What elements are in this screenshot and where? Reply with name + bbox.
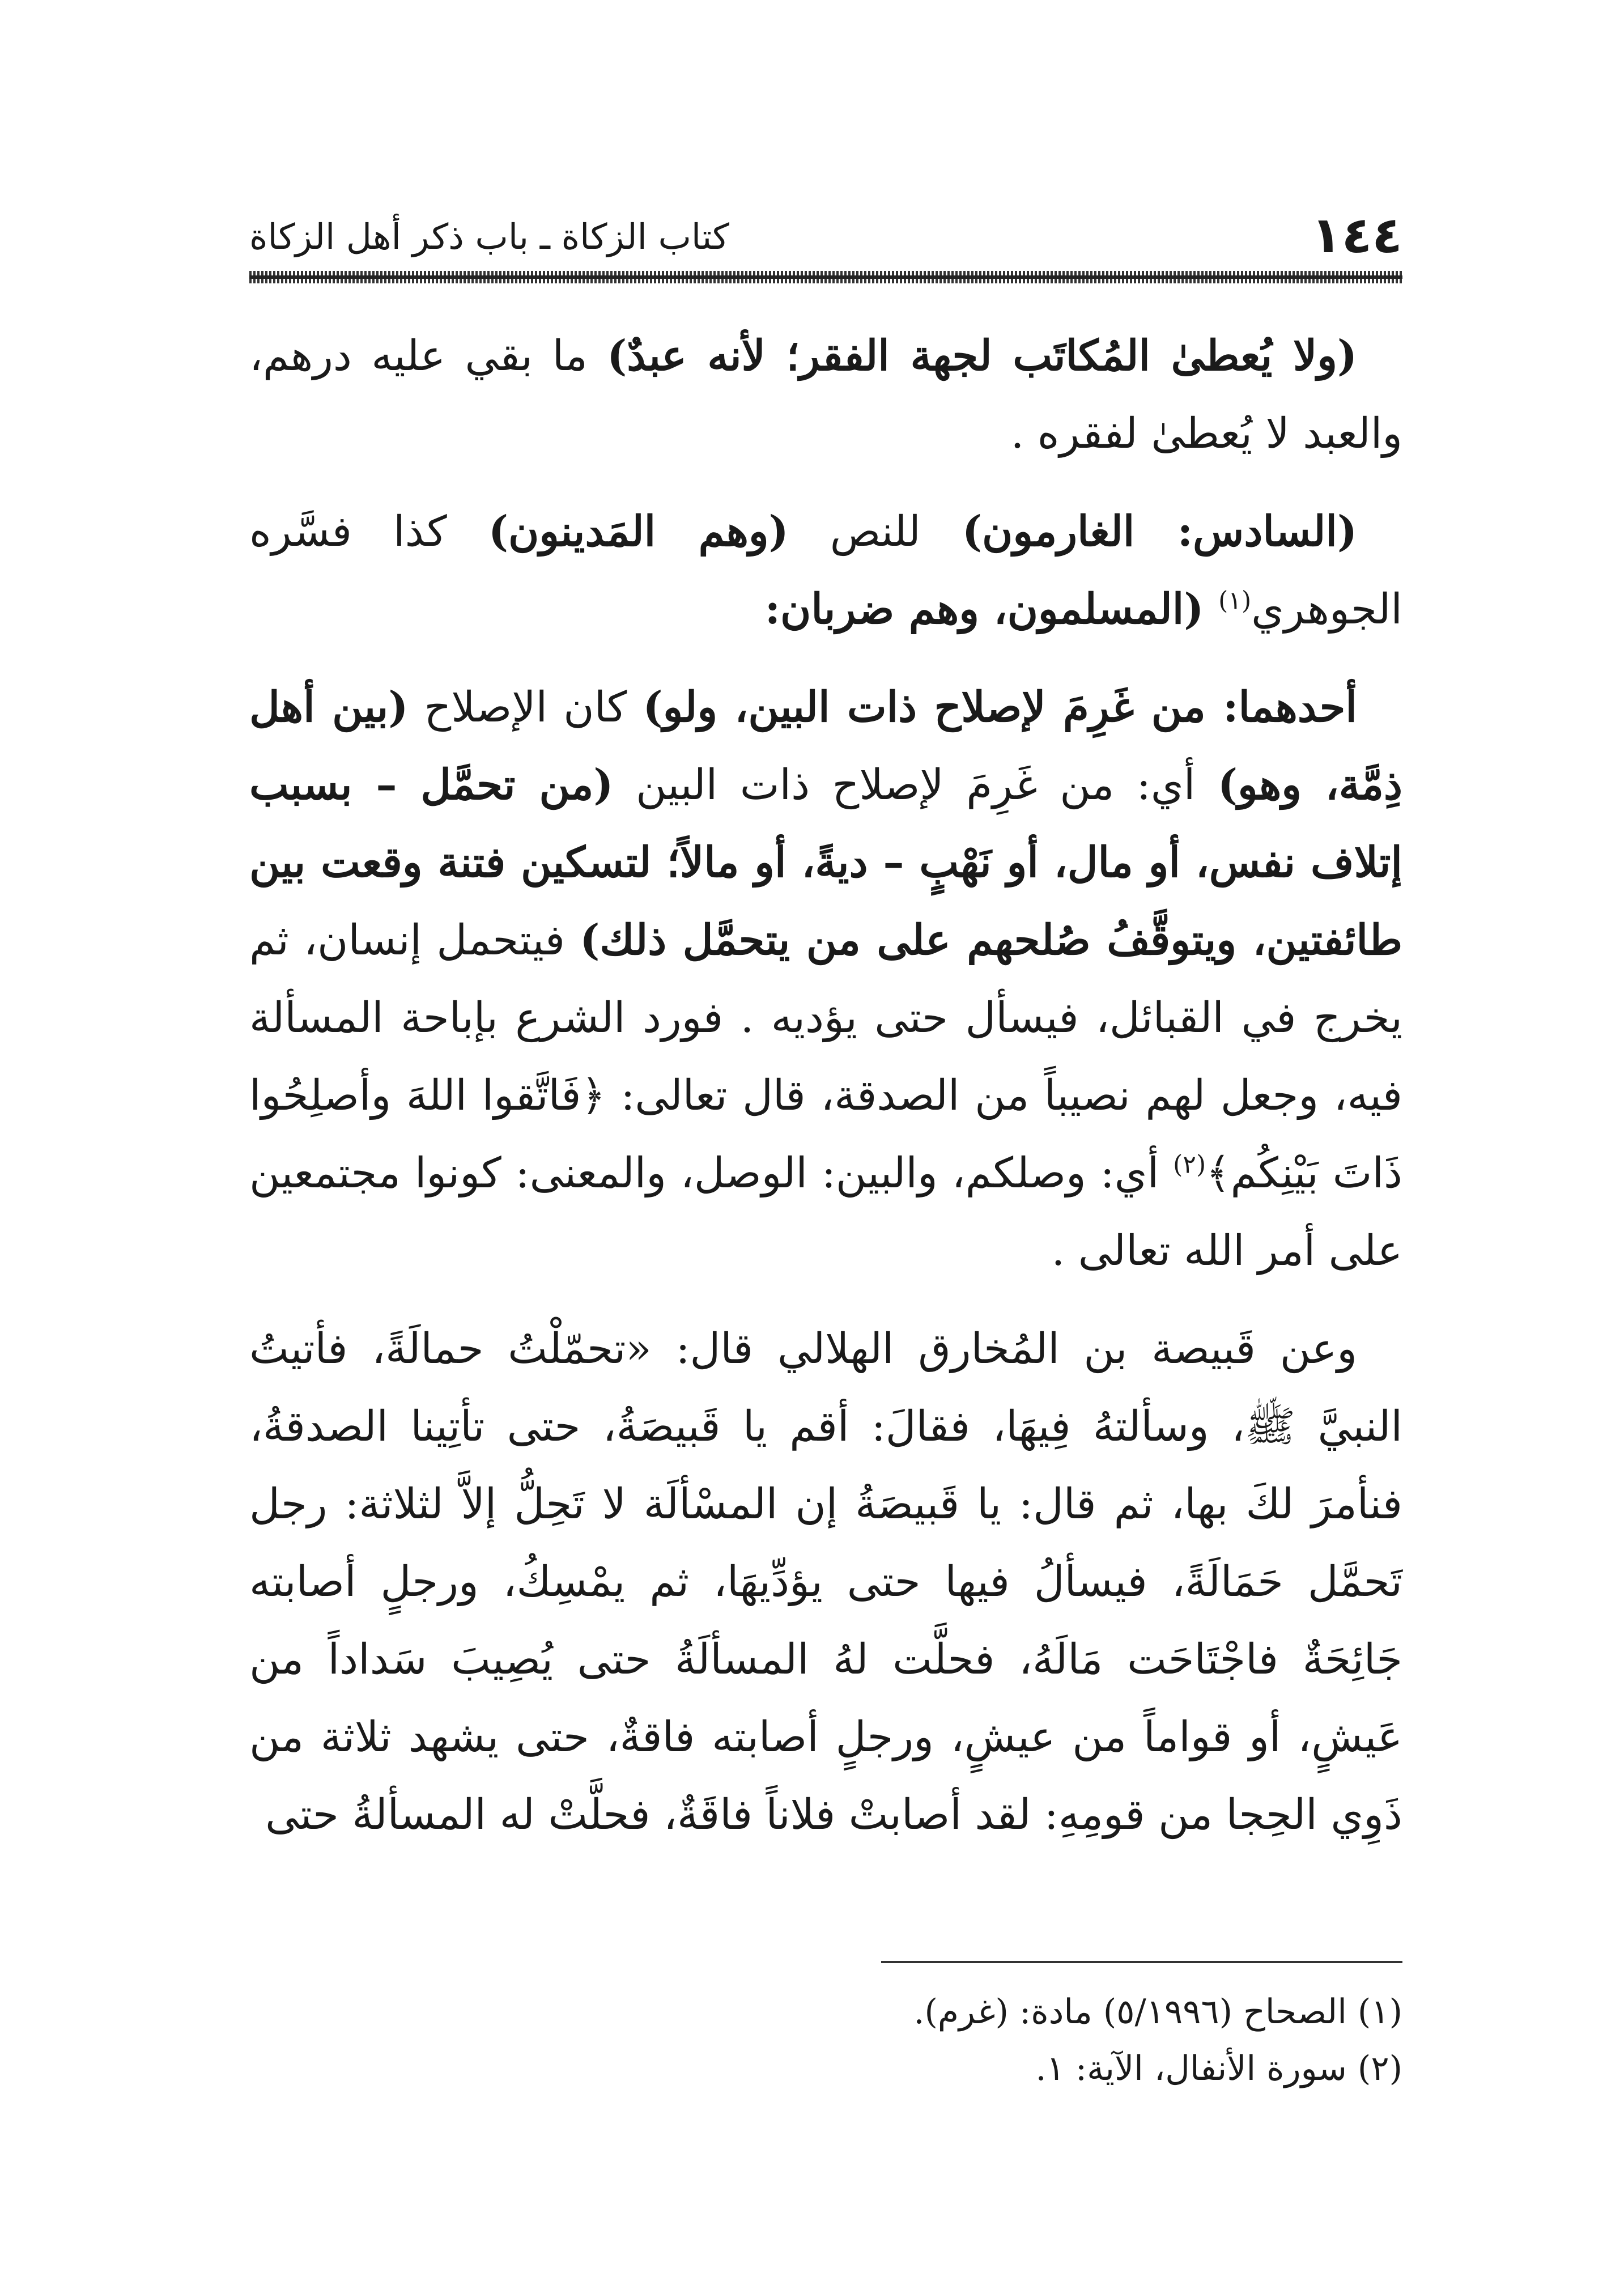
bold-text: (وهم المَدينون) — [488, 507, 789, 556]
plain-text: ما بقي عليه درهم، والعبد لا يُعطىٰ لفقره . — [249, 332, 1402, 458]
running-title: كتاب الزكاة ـ باب ذكر أهل الزكاة — [249, 216, 730, 257]
plain-text: فيتحمل إنسان، ثم يخرج في القبائل، فيسأل حتى يؤديه . فورد الشرع بإباحة المسألة فيه، وجعل لهم نصيباً من الصدقة، قال تعالى: ﴿فَاتَّقوا اللهَ وأصلِحُوا ذَاتَ بَيْنِكُم﴾ — [249, 916, 1402, 1198]
bold-text: (بين أهل ذِمَّة، وهو) — [249, 683, 1403, 809]
paragraph-1 — [249, 317, 1402, 473]
page-number: ١٤٤ — [1311, 206, 1402, 264]
paragraph-2 — [249, 493, 1402, 648]
plain-text: كذا فسَّره الجوهري — [249, 507, 1402, 634]
header-rule — [249, 271, 1402, 283]
plain-text: وعن قَبيصة بن المُخارق الهلالي قال: «تحمّلْتُ حمالَةً، فأتيتُ النبيَّ ﷺ، وسألتهُ فِيهَا، فقالَ: أقم يا قَبيصَةُ، حتى تأتِينا الصدقةُ، فنأمرَ لكَ بها، ثم قال: يا قَبيصَةُ إن المسْألَة لا تَحِلُّ إلاَّ لثلاثة: رجل تَحمَّل حَمَالَةً، فيسألُ فيها حتى يؤدِّيهَا، ثم يمْسِكُ، ورجلٍ أصابته جَائِحَةٌ فاجْتَاحَت مَالَهُ، فحلَّت لهُ المسألَةُ حتى يُصِيبَ سَداداً من عَيشٍ، أو قواماً من عيشٍ، ورجلٍ أصابته فاقةٌ، حتى يشهد ثلاثة من ذَوِي الحِجا من قومِهِ: لقد أصابتْ فلاناً فاقَةٌ، فحلَّتْ له المسألةُ حتى — [249, 1324, 1402, 1839]
bold-text: (ولا يُعطىٰ المُكاتَب لجهة الفقر؛ لأنه عبدٌ) — [607, 332, 1358, 380]
bold-text: (السادس: الغارمون) — [962, 507, 1357, 556]
footnote-ref-2: (٢) — [1173, 1150, 1206, 1179]
footnote-1: (١) الصحاح (٥/١٩٩٦) مادة: (غرم). — [913, 1992, 1402, 2032]
plain-text: أي: من غَرِمَ لإصلاح ذات البين — [613, 761, 1218, 809]
footnote-ref-1: (١) — [1218, 586, 1252, 615]
main-text — [249, 317, 1402, 1874]
bold-text: (المسلمون، وهم ضربان: — [764, 585, 1219, 634]
footnote-rule — [881, 1961, 1402, 1963]
bold-text: أحدهما: من غَرِمَ لإصلاح ذات البين، ولو) — [643, 683, 1357, 732]
plain-text: للنص — [788, 507, 962, 556]
footnotes — [249, 1984, 1402, 2097]
paragraph-4 — [249, 1310, 1402, 1854]
page-header — [249, 204, 1402, 272]
plain-text: كان الإصلاح — [408, 683, 643, 732]
bold-text: (من تحمَّل – بسبب إتلاف نفس، أو مال، أو نَهْبٍ – ديةً، أو مالاً؛ لتسكين فتنة وقعت بين طائفتين، ويتوقَّفُ صُلحهم على من يتحمَّل ذلك) — [249, 761, 1402, 965]
paragraph-3 — [249, 669, 1402, 1290]
plain-text: أي: وصلكم، والبين: الوصل، والمعنى: كونوا مجتمعين على أمر الله تعالى . — [249, 1149, 1402, 1275]
footnote-2: (٢) سورة الأنفال، الآية: ١. — [1035, 2049, 1402, 2088]
